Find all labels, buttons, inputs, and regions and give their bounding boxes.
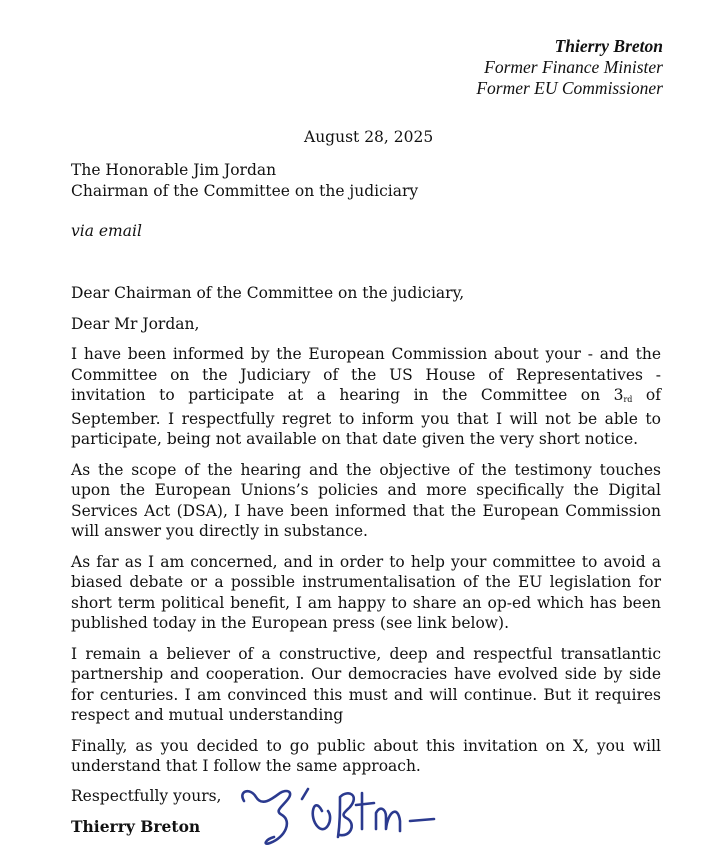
letterhead bbox=[476, 36, 663, 99]
paragraph-1 bbox=[71, 344, 661, 450]
paragraph-5: Finally, as you decided to go public about this invitation on X, you will understand that I follow the same approach. bbox=[71, 736, 661, 775]
paragraph-3: As far as I am concerned, and in order to help your committee to avoid a biased debate or a possible instrumentalisation of the EU legislation for short term political benefit, I am happy to share an op-ed which has been published today in the European press (see link below). bbox=[71, 552, 661, 632]
salutation-1: Dear Chairman of the Committee on the judiciary, bbox=[71, 284, 465, 302]
paragraph-4: I remain a believer of a constructive, deep and respectful transatlantic partnership and cooperation. Our democracies have evolved side by side for centuries. I am convinced this must and will continue. But it requires respect and mutual understanding bbox=[71, 644, 661, 724]
signature-drawing bbox=[236, 781, 446, 856]
sender-title-1: Former Finance Minister bbox=[484, 57, 663, 77]
paragraph-1-part-a: I have been informed by the European Commission about your - and the Committee on the Judiciary of the US House of Representatives - invitation to participate at a hearing in the Committee on 3 bbox=[71, 345, 661, 404]
signature-name: Thierry Breton bbox=[71, 817, 201, 836]
sender-name: Thierry Breton bbox=[554, 36, 663, 56]
recipient-block bbox=[71, 160, 418, 202]
recipient-name: The Honorable Jim Jordan bbox=[71, 161, 277, 179]
closing: Respectfully yours, bbox=[71, 787, 222, 805]
paragraph-1-part-b: of September. I respectfully regret to inform you that I will not be able to participate, being not available on that date given the very short notice. bbox=[71, 386, 661, 448]
recipient-position: Chairman of the Committee on the judiciary bbox=[71, 182, 419, 200]
salutation-2: Dear Mr Jordan, bbox=[71, 314, 200, 333]
delivery-method: via email bbox=[71, 222, 142, 240]
letter-body bbox=[71, 283, 661, 787]
ordinal-suffix: rd bbox=[623, 395, 633, 404]
letter-date: August 28, 2025 bbox=[304, 128, 434, 146]
paragraph-2: As the scope of the hearing and the objective of the testimony touches upon the European Unions’s policies and more specifically the Digital Services Act (DSA), I have been informed that the European Commission will answer you directly in substance. bbox=[71, 460, 661, 540]
handwritten-signature bbox=[236, 781, 446, 860]
sender-title-2: Former EU Commissioner bbox=[476, 78, 663, 98]
